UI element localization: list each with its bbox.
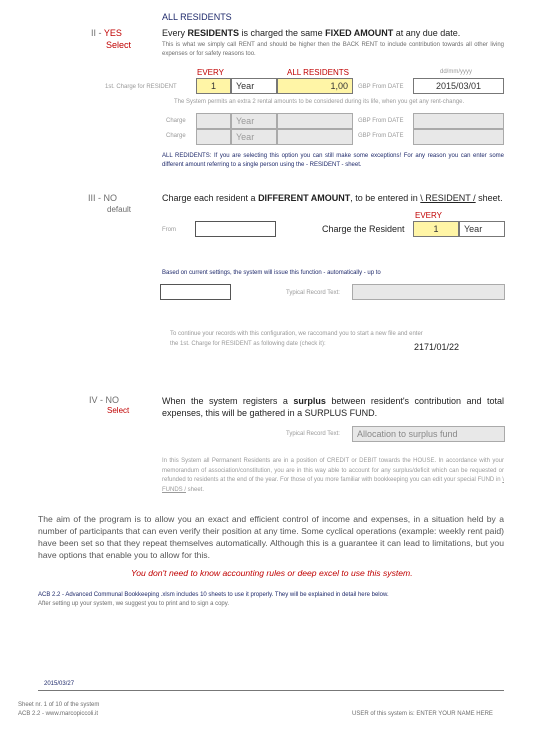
sec2-header-all-residents: ALL RESIDENTS [287, 68, 349, 77]
sec4-desc-post: sheet. [186, 486, 205, 493]
charge-row-2-gbp-label: GBP From DATE [358, 133, 404, 139]
sec4-status: NO [105, 395, 120, 405]
charge-row-1-label: Charge [166, 118, 186, 124]
sec3-typical-field[interactable] [352, 284, 505, 300]
all-residents-heading: ALL RESIDENTS [162, 12, 232, 22]
sec3-every-field[interactable]: 1 [413, 221, 459, 237]
sec4-select-link[interactable]: Select [107, 406, 130, 415]
charge-row-1-date[interactable] [413, 113, 504, 129]
sec3-continue-note-1: To continue your records with this configuration, we raccomand you to start a new file and enter [170, 331, 423, 337]
sec4-description [162, 457, 504, 495]
sec2-number [91, 28, 122, 38]
charge-resident-label: Charge the Resident [322, 224, 405, 234]
sec3-issue-note: Based on current settings, the system will issue this function - automatically - up to [162, 270, 381, 276]
sec3-from-label: From [162, 227, 176, 233]
sec2-gbp-label: GBP From DATE [358, 84, 404, 90]
sec2-all-residents-note: ALL REDIDENTS: If you are selecting this option you can still make some exceptions! For any reason you can enter some different amount referring to a single person using the - RESIDENT - sheet. [162, 153, 504, 168]
charge-row-2-label: Charge [166, 133, 186, 139]
sec3-lead-mid: , to be entered in [350, 193, 421, 203]
sec3-period-field[interactable]: Year [459, 221, 505, 237]
aim-paragraph: The aim of the program is to allow you an exact and efficient control of income and expenses, in a situation held by a number of participants that can even verify their position at any time. Some cyclical operations (example: weekly rent paid) have been set so that they repeat themselves automatically. Although this is a guarantee it can lead to limitations, but you have options that enable you to allow for this. [38, 514, 504, 560]
sec3-lead-pre: Charge each resident a [162, 193, 259, 203]
charge-row-1-gbp-label: GBP From DATE [358, 118, 404, 124]
footer-divider [38, 690, 504, 691]
after-setup-line: After setting up your system, we suggest you to print and to sign a copy. [38, 601, 229, 607]
sec2-amount-field[interactable]: 1,00 [277, 78, 353, 94]
sec3-from-field[interactable] [195, 221, 276, 237]
sec3-continue-date: 2171/01/22 [414, 342, 460, 352]
sec2-lead [162, 28, 460, 38]
footer-site: ACB 2.2 - www.marcopiccoli.it [18, 711, 99, 717]
sec4-typical-label: Typical Record Text: [286, 431, 340, 437]
sec2-lead-pre: Every [162, 28, 188, 38]
charge-row-2-amount[interactable] [277, 129, 353, 145]
sec4-desc-pre: In this System all Permanent Residents are in a position of CREDIT or DEBIT towards the HOUSE. In accordance with your memorandum of association/constitution, you are in this way able to account for any surplus/deficit which can be requested or refunded to residents at the end of the year. For those of you more familiar with bookkeeping you can edit your special FUND in [162, 458, 504, 483]
sec2-select-link[interactable]: Select [106, 40, 132, 50]
no-accounting-note: You don't need to know accounting rules or deep excel to use this system. [131, 568, 413, 578]
sec2-date-field[interactable]: 2015/03/01 [413, 78, 504, 94]
sec3-num: III - [88, 193, 101, 203]
sec3-lead [162, 193, 503, 203]
sec3-lead-post: sheet. [475, 193, 503, 203]
sec2-num: II - [91, 28, 102, 38]
charge-row-1-every[interactable] [196, 113, 231, 129]
first-charge-label: 1st. Charge for RESIDENT [105, 84, 177, 90]
sec4-typical-field[interactable]: Allocation to surplus fund [352, 426, 505, 442]
sec2-period-field[interactable]: Year [231, 78, 277, 94]
sec2-header-every: EVERY [197, 68, 224, 77]
footer-date: 2015/03/27 [44, 681, 75, 687]
footer-sheet-number: Sheet nr. 1 of 10 of the system [18, 702, 100, 708]
sec2-extra-note: The System permits an extra 2 rental amounts to be considered during its life, when you get any rent-change. [174, 99, 465, 105]
sec2-date-format: dd/mm/yyyy [440, 69, 473, 75]
sec2-lead-residents: RESIDENTS [187, 28, 240, 38]
sec2-lead-post: at any due date. [393, 28, 461, 38]
sec3-header-every: EVERY [415, 211, 442, 220]
sec3-typical-label: Typical Record Text: [286, 290, 340, 296]
sec3-lead-different-amount: DIFFERENT AMOUNT [258, 193, 351, 203]
sec2-lead-fixed-amount: FIXED AMOUNT [325, 28, 394, 38]
charge-row-2-date[interactable] [413, 129, 504, 145]
sec4-number [89, 395, 119, 405]
sec4-num: IV - [89, 395, 104, 405]
sec2-lead-mid: is charged the same [239, 28, 326, 38]
charge-row-2-every[interactable] [196, 129, 231, 145]
sec4-lead-pre: When the system registers a [162, 396, 294, 406]
sec4-lead-surplus: surplus [293, 396, 326, 406]
charge-row-1-period[interactable]: Year [231, 113, 277, 129]
acb-includes-line: ACB 2.2 - Advanced Communal Bookkeeping .xlsm includes 10 sheets to use it properly. They will be explained in detail here below. [38, 592, 389, 598]
sec3-issue-date-field[interactable] [160, 284, 231, 300]
charge-row-1-amount[interactable] [277, 113, 353, 129]
sec4-lead [162, 395, 504, 419]
charge-row-2-period[interactable]: Year [231, 129, 277, 145]
funds-sheet-link[interactable]: \ FUNDS / [162, 477, 504, 493]
sec3-default-label: default [107, 205, 132, 214]
sec2-every-field[interactable]: 1 [196, 78, 231, 94]
sec3-continue-note-2: the 1st. Charge for RESIDENT as following date (check it): [170, 341, 326, 347]
footer-user: USER of this system is: ENTER YOUR NAME HERE [352, 711, 493, 717]
sec4-lead-post: between resident's contribution and total expenses, this will be gathered in a SURPLUS FUND. [162, 396, 505, 418]
sec2-description: This is what we simply call RENT and should be higher then the BACK RENT to include contribution towards all other living expenses or for safety reasons too. [162, 42, 504, 57]
sec3-number [88, 193, 117, 203]
sec2-status: YES [103, 28, 122, 38]
resident-sheet-link[interactable]: \ RESIDENT / [420, 193, 476, 203]
sec3-status: NO [103, 193, 118, 203]
